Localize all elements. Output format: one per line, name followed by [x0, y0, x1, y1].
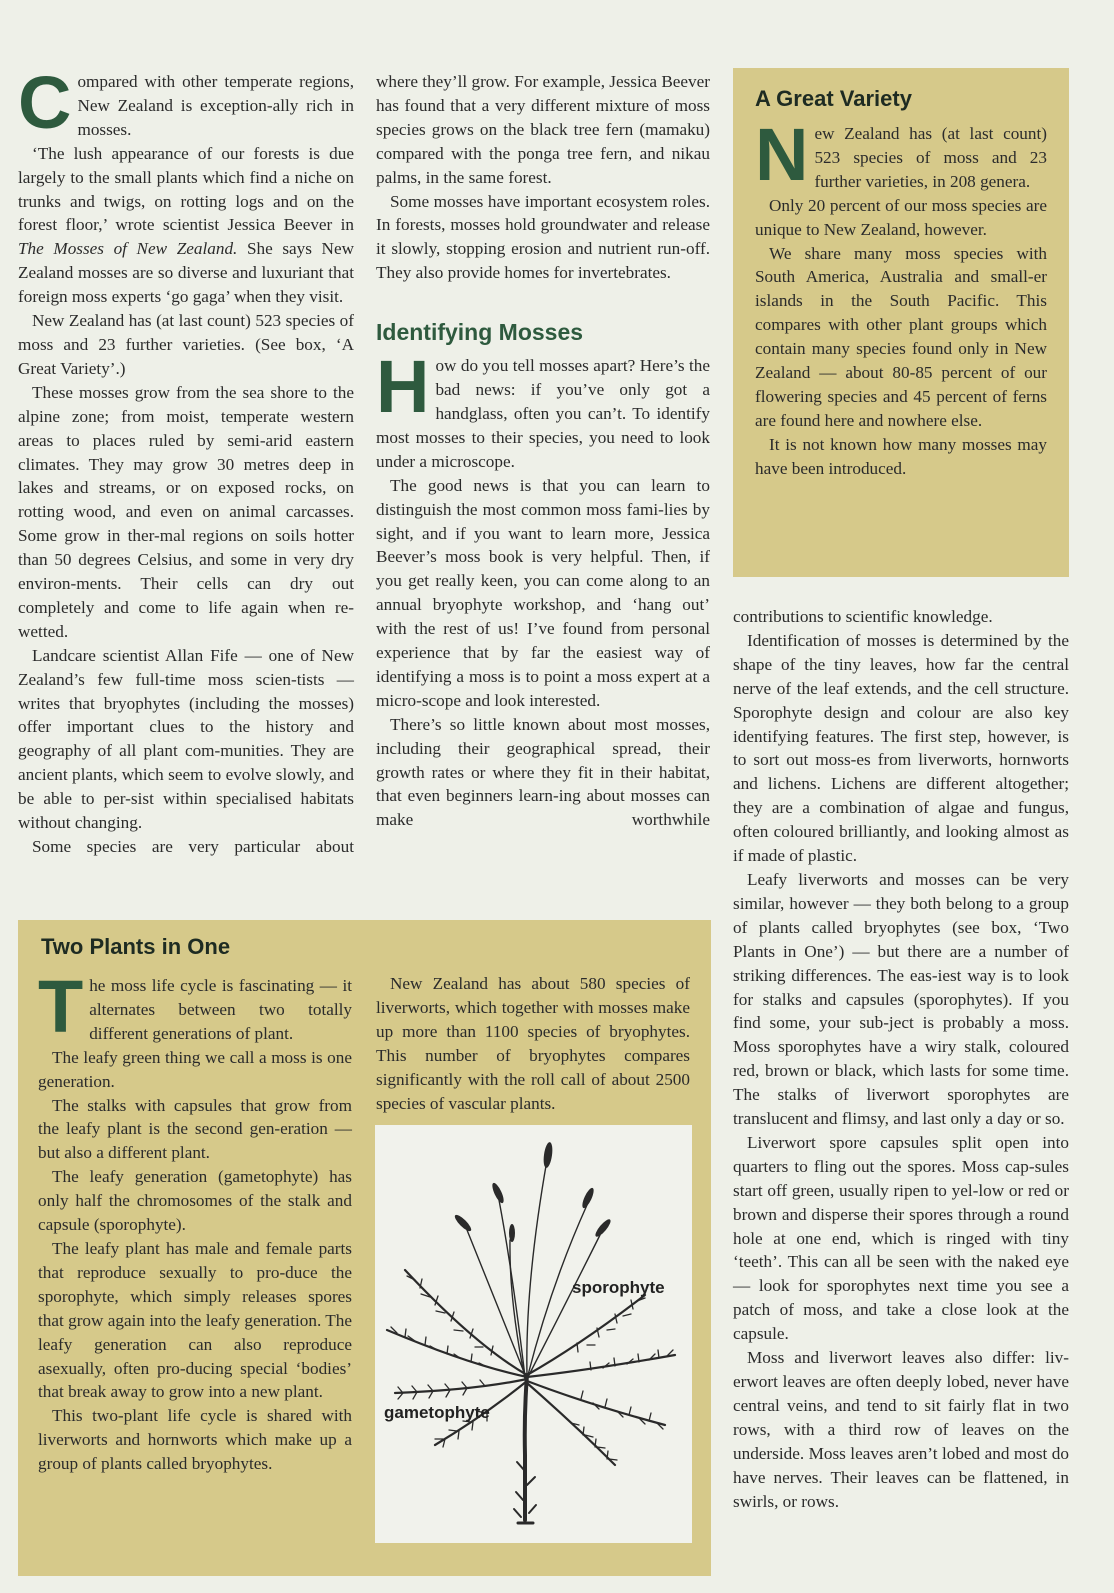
paragraph: The leafy generation (gametophyte) has only half the chromosomes of the stalk and capsule (sporophyte).: [38, 1167, 352, 1235]
paragraph: We share many moss species with South America, Australia and small-er islands in the South Pacific. This compares with other plant groups which contain many species found only in New Zealand — about 80-85 percent of our flowering species and 45 percent of ferns are found here and nowhere else.: [755, 243, 1047, 430]
drop-cap: H: [376, 345, 430, 429]
box-heading: A Great Variety: [755, 86, 912, 111]
great-variety-box: [733, 68, 1069, 577]
paragraph: The leafy green thing we call a moss is one generation.: [38, 1047, 352, 1091]
section-heading: Identifying Mosses: [376, 319, 584, 346]
paragraph: The leafy plant has male and female parts that reproduce sexually to pro-duce the sporophyte, which simply releases spores that grow again into the leafy generation. The leafy generation can also reproduce asexually, often pro-ducing special ‘bodies’ that break away to grow into a new plant.: [38, 1238, 352, 1402]
paragraph: contributions to scientific knowledge.: [733, 607, 993, 626]
paragraph: New Zealand has (at last count) 523 species of moss and 23 further varieties, in 208 genera.: [755, 113, 1047, 196]
paragraph: This two-plant life cycle is shared with liverworts and hornworts which make up a group of plants called bryophytes.: [38, 1406, 352, 1474]
drop-cap: C: [18, 61, 72, 144]
intro-paragraph: Compared with other temperate regions, New Zealand is exception-ally rich in mosses.: [18, 61, 354, 144]
paragraph: There’s so little known about most mosses, including their geographical spread, their growth rates or where they fit in their habitat, that even beginners learn-ing about mosses can make worthwhile: [376, 714, 710, 830]
paragraph: where they’ll grow. For example, Jessica Beever has found that a very different mixture of moss species grows on the black tree fern (mamaku) compared with the ponga tree fern, and nikau palms, in the same forest.: [376, 72, 710, 187]
article-column-1: [18, 61, 354, 859]
paragraph: Leafy liverworts and mosses can be very similar, however — they both belong to a group of plants called bryophytes (see box, ‘Two Plants in One’) — but there are a number of striking differences. The eas-iest way is to look for stalks and capsules (sporophytes). If you find some, your sub-ject is probably a moss. Moss sporophytes have a wiry stalk, coloured red, brown or black, which lasts for some time. The stalks of liverwort sporophytes are translucent and flimsy, and last only a day or so.: [733, 869, 1069, 1129]
drop-cap: T: [38, 965, 84, 1048]
article-column-2: [376, 70, 710, 832]
paragraph: Only 20 percent of our moss species are unique to New Zealand, however.: [755, 195, 1047, 239]
paragraph: ‘The lush appearance of our forests is due largely to the small plants which find a niche on trunks and twigs, on rotting logs and on the forest floor,’ wrote scientist Jessica Beever in The Mosses of New Zealand. She says New Zealand mosses are so diverse and luxuriant that foreign moss experts ‘go gaga’ when they visit.: [18, 143, 354, 307]
article-column-3: [733, 605, 1069, 1513]
paragraph: New Zealand has (at last count) 523 species of moss and 23 further varieties. (See box, ‘A Great Variety’.): [18, 311, 354, 378]
paragraph: Identification of mosses is determined by the shape of the tiny leaves, how far the central nerve of the leaf extends, and the cell structure. Sporophyte design and colour are also key identifying features. The first step, however, is to sort out moss-es from liverworts, hornworts and lichens. Lichens are different altogether; they are a combination of algae and fungus, often coloured brilliantly, and looking almost as if made of plastic.: [733, 630, 1069, 866]
box-text: [755, 113, 1047, 481]
moss-illustration: [375, 1125, 692, 1543]
box-heading: Two Plants in One: [41, 934, 231, 959]
paragraph: How do you tell mosses apart? Here’s the bad news: if you’ve only got a handglass, often you can’t. To identify most mosses to their species, you need to look under a microscope.: [376, 345, 710, 471]
moss-plant-drawing: [375, 1125, 692, 1543]
box-text-right: [376, 972, 690, 1115]
paragraph: Some mosses have important ecosystem roles. In forests, mosses hold groundwater and release it slowly, stopping erosion and nutrient run-off. They also provide homes for invertebrates.: [376, 191, 710, 283]
paragraph: It is not known how many mosses may have been introduced.: [755, 434, 1047, 478]
paragraph: Landcare scientist Allan Fife — one of New Zealand’s few full-time moss scien-tists — writes that bryophytes (including the mosses) offer important clues to the history and geography of all plant com-munities. They are ancient plants, which seem to evolve slowly, and be able to per-sist within specialised habitats without changing.: [18, 645, 354, 833]
paragraph: Liverwort spore capsules split open into quarters to fling out the spores. Moss cap-sules start off green, usually ripen to yel-low or red or brown and disperse their spores through a round hole at one end, which is ringed with tiny ‘teeth’. This can all be seen with the naked eye — look for sporophytes next time you see a patch of moss, and take a close look at the capsule.: [733, 1132, 1069, 1344]
paragraph: The good news is that you can learn to distinguish the most common moss fami-lies by sight, and if you want to learn more, Jessica Beever’s moss book is very helpful. Then, if you get really keen, you can come along to an annual bryophyte workshop, and ‘hang out’ with the rest of us! I’ve found from personal experience that by far the easiest way of identifying a moss is to point a moss expert at a micro-scope and look interested.: [376, 475, 710, 710]
paragraph: Some species are very particular about: [32, 837, 354, 856]
paragraph: New Zealand has about 580 species of liverworts, which together with mosses make up more than 1100 species of bryophytes. This number of bryophytes compares significantly with the roll call of about 2500 species of vascular plants.: [376, 974, 690, 1113]
paragraph: Moss and liverwort leaves also differ: liv-erwort leaves are often deeply lobed, never have central veins, and tend to sit fairly flat in two rows, with a third row of leaves on the underside. Moss leaves aren’t lobed and most do have nerves. Their leaves can be flattened, in swirls, or rows.: [733, 1348, 1069, 1511]
gametophyte-label: gametophyte: [384, 1403, 490, 1422]
book-title: The Mosses of New Zealand.: [18, 239, 238, 259]
paragraph: These mosses grow from the sea shore to the alpine zone; from moist, temperate western areas to places ruled by semi-arid eastern climates. They may grow 30 metres deep in lakes and streams, or on exposed rocks, on rotting wood, and even on animal carcasses. Some grow in ther-mal regions on soils hotter than 50 degrees Celsius, and some in very dry environ-ments. Their cells can dry out completely and come to life again when re-wetted.: [18, 382, 354, 641]
drop-cap: N: [755, 113, 809, 196]
box-text-left: [38, 965, 352, 1476]
paragraph: The stalks with capsules that grow from the leafy plant is the second gen-eration — but also a different plant.: [38, 1095, 352, 1163]
sporophyte-label: sporophyte: [572, 1278, 665, 1297]
paragraph: The moss life cycle is fascinating — it alternates between two totally different generations of plant.: [38, 965, 352, 1048]
